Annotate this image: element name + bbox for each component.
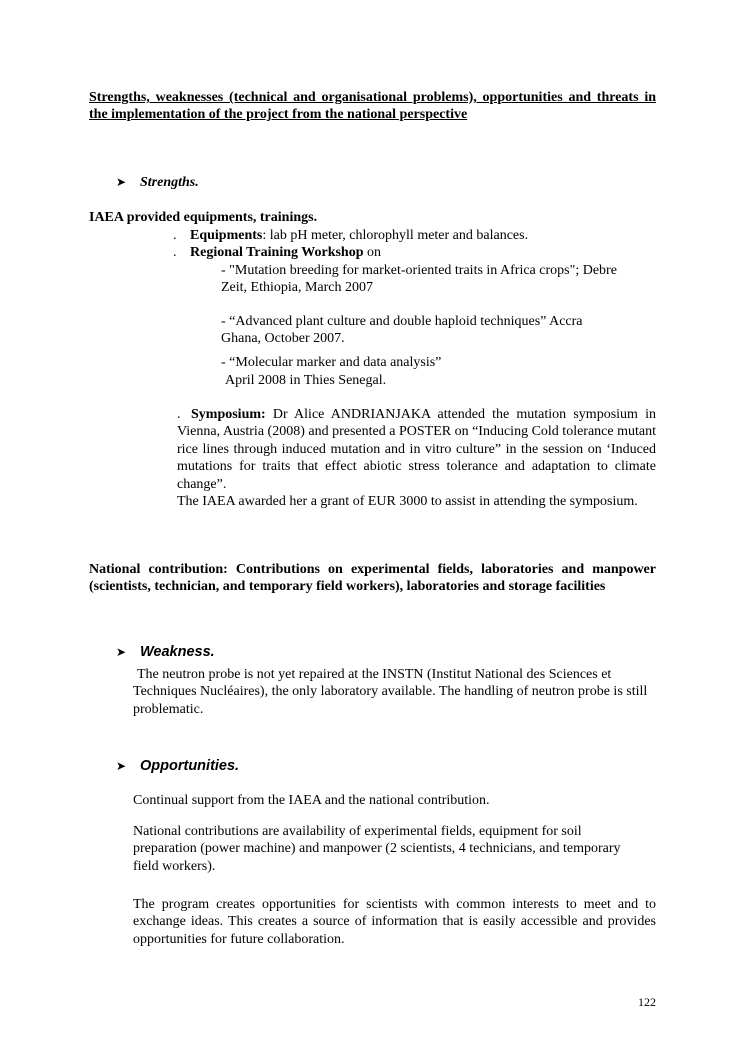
equipments-label: Equipments [190,228,263,243]
strengths-bullet [116,174,199,191]
opportunities-paragraph-1: Continual support from the IAEA and the national contribution. [133,793,490,808]
opportunities-bullet [116,758,239,775]
arrow-bullet-icon: ➤ [116,645,127,659]
weakness-bullet [116,644,215,661]
arrow-bullet-icon: ➤ [116,759,127,773]
opportunities-paragraph-3: The program creates opportunities for scientists with common interests to meet and to exchange ideas. This creates a source of information that is easily accessible and provides opportunities for future collaboration. [133,897,656,947]
arrow-bullet-icon: ➤ [116,175,127,189]
grant-text: The IAEA awarded her a grant of EUR 3000 to assist in attending the symposium. [177,494,638,510]
symposium-text: Dr Alice ANDRIANJAKA attended the mutation symposium in Vienna, Austria (2008) and presented a POSTER on “Inducing Cold tolerance mutant rice lines through induced mutation and in vitro culture” in the session on ‘Induced mutations for traits that effect abiotic stress tolerance and adaptation to climate change”. [177,407,656,492]
weakness-text: The neutron probe is not yet repaired at the INSTN (Institut National des Sciences et Techniques Nucléaires), the only laboratory available. The handling of neutron probe is still problematic. [133,667,648,717]
workshop-suffix: on [363,245,381,260]
symposium-label: Symposium: [191,407,266,422]
strengths-title: Strengths. [140,175,199,190]
weakness-title: Weakness. [140,644,215,660]
equipments-text: : lab pH meter, chlorophyll meter and balances. [262,228,529,243]
national-contribution-heading: National contribution: Contributions on experimental fields, laboratories and manpower (scientists, technician, and temporary field workers), laboratories and storage facilities [89,562,656,595]
page-number: 122 [638,995,656,1009]
symposium-paragraph: . Symposium: Dr Alice ANDRIANJAKA attended the mutation symposium in Vienna, Austria (2008) and presented a POSTER on “Inducing Cold tolerance mutant rice lines through induced mutation and in vitro culture” in the session on ‘Induced mutations for traits that effect abiotic stress tolerance and adaptation to climate change”. The IAEA awarded her a grant of EUR 3000 to assist in attending the symposium. [177,407,656,510]
opportunities-paragraph-2: National contributions are availability of experimental fields, equipment for soil preparation (power machine) and manpower (2 scientists, 4 technicians, and temporary field workers). [133,824,621,874]
training-item-3-line2: April 2008 in Thies Senegal. [225,373,387,388]
training-item-2: - “Advanced plant culture and double haploid techniques” Accra Ghana, October 2007. [221,314,583,347]
workshop-item: . Regional Training Workshop on [173,245,381,260]
training-item-3-line1: - “Molecular marker and data analysis” [221,355,442,370]
training-item-1: - "Mutation breeding for market-oriented traits in Africa crops"; Debre Zeit, Ethiopia, March 2007 [221,263,617,296]
iaea-line: IAEA provided equipments, trainings. [89,210,318,225]
equipments-item: . Equipments: lab pH meter, chlorophyll meter and balances. [173,228,529,243]
workshop-label: Regional Training Workshop [190,245,364,260]
section-heading: Strengths, weaknesses (technical and organisational problems), opportunities and threats in the implementation of the project from the national perspective [89,90,656,123]
opportunities-title: Opportunities. [140,758,240,774]
